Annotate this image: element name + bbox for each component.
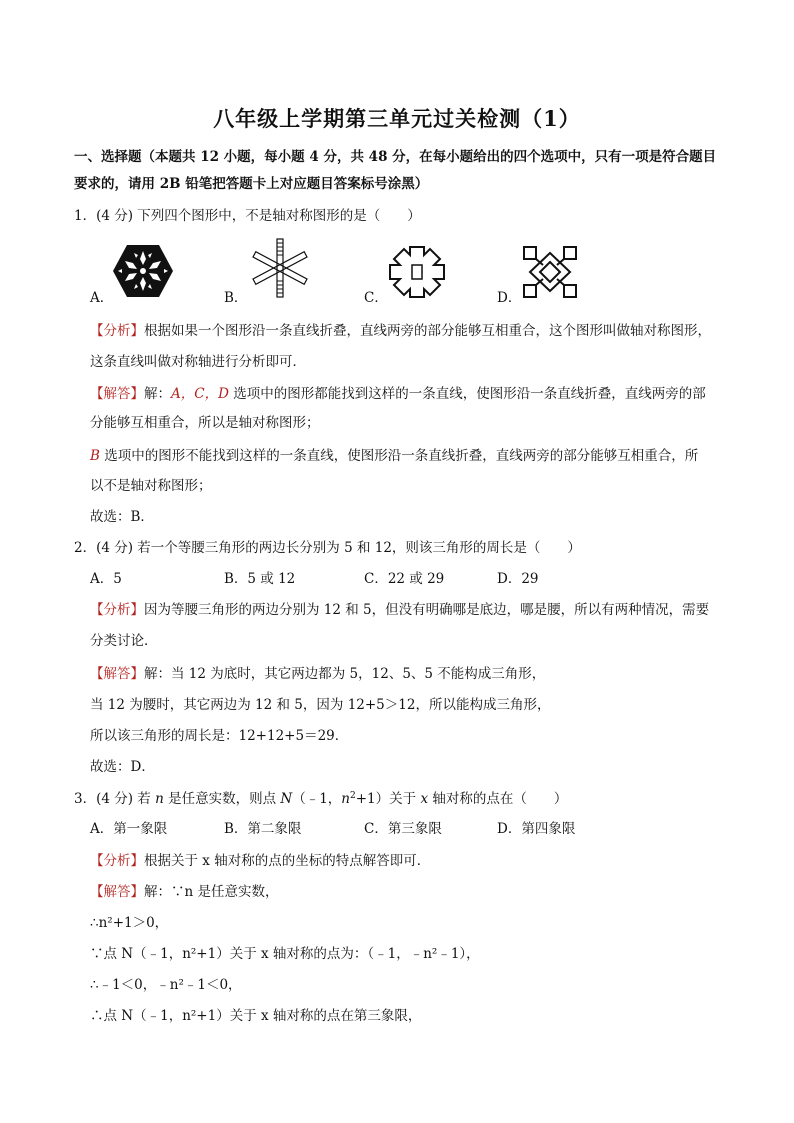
q2-option-c[interactable]: C．22 或 29: [364, 571, 445, 587]
section-instruction-line-1: 一、选择题（本题共 12 小题，每小题 4 分，共 48 分，在每小题给出的四个选项中，只有一项是符合题目: [74, 149, 717, 165]
q1-answer-line-3: B 选项中的图形不能找到这样的一条直线，使图形沿一条直线折叠，直线两旁的部分能够互相重合，所: [90, 448, 699, 464]
section-instruction-line-2: 要求的，请用 2B 铅笔把答题卡上对应题目答案标号涂黑）: [74, 176, 429, 192]
q2-analysis-line-1: 【分析】因为等腰三角形的两边分别为 12 和 5，但没有明确哪是底边，哪是腰，所以有两种情况，需要: [90, 602, 710, 618]
answer-tag: 【解答】: [90, 386, 144, 402]
analysis-tag: 【分析】: [90, 602, 144, 618]
q1-analysis-line-2: 这条直线叫做对称轴进行分析即可．: [90, 354, 306, 370]
q2-option-b[interactable]: B．5 或 12: [224, 571, 296, 587]
q3-answer-line-1: 【解答】解：∵n 是任意实数，: [90, 884, 279, 900]
q1-analysis-line-1: 【分析】根据如果一个图形沿一条直线折叠，直线两旁的部分能够互相重合，这个图形叫做轴对称图形，: [90, 323, 711, 339]
q3-option-b[interactable]: B．第二象限: [224, 821, 302, 837]
q1-option-d[interactable]: D．: [497, 290, 522, 306]
q2-answer-line-1: 【解答】解：当 12 为底时，其它两边都为 5，12、5、5 不能构成三角形，: [90, 666, 546, 682]
q3-analysis-line-1: 【分析】根据关于 x 轴对称的点的坐标的特点解答即可．: [90, 853, 431, 869]
q1-choice: 故选：B．: [90, 509, 154, 525]
answer-tag: 【解答】: [90, 884, 144, 900]
q3-answer-line-4: ∴﹣1＜0，﹣n²﹣1＜0，: [90, 977, 242, 993]
q3-answer-line-2: ∴n²+1＞0，: [90, 915, 169, 931]
ladder-star-icon: [250, 237, 310, 299]
snowflake-hexagon-icon: [112, 243, 174, 299]
diamond-knot-icon: [522, 245, 578, 299]
cross-puzzle-icon: [388, 245, 446, 299]
answer-tag: 【解答】: [90, 666, 144, 682]
analysis-tag: 【分析】: [90, 323, 144, 339]
q2-answer-line-2: 当 12 为腰时，其它两边为 12 和 5，因为 12+5＞12，所以能构成三角形，: [90, 697, 551, 713]
q2-stem: 2．(4 分) 若一个等腰三角形的两边长分别为 5 和 12，则该三角形的周长是（ ）: [74, 540, 581, 556]
q1-option-a[interactable]: A．: [90, 290, 114, 306]
q2-analysis-line-2: 分类讨论．: [90, 633, 158, 649]
page-title: 八年级上学期第三单元过关检测（1）: [213, 106, 581, 131]
q1-answer-line-4: 以不是轴对称图形；: [90, 478, 212, 494]
q3-option-d[interactable]: D．第四象限: [497, 821, 576, 837]
q1-answer-line-1: 【解答】解：A，C，D 选项中的图形都能找到这样的一条直线，使图形沿一条直线折叠，直线两旁的部: [90, 386, 706, 402]
q3-stem: 3．(4 分) 若 n 是任意实数，则点 N（﹣1，$n^2+1$）关于 x 轴对称的点在（ ）: [74, 791, 568, 807]
q1-stem: 1．(4 分) 下列四个图形中，不是轴对称图形的是（ ）: [74, 208, 421, 224]
q3-option-a[interactable]: A．第一象限: [90, 821, 168, 837]
q1-option-c[interactable]: C．: [364, 290, 388, 306]
q2-answer-line-3: 所以该三角形的周长是：12+12+5＝29．: [90, 728, 349, 744]
q1-option-b[interactable]: B．: [224, 290, 248, 306]
q2-choice: 故选：D．: [90, 759, 155, 775]
q1-answer-line-2: 分能够互相重合，所以是轴对称图形；: [90, 415, 320, 431]
q3-answer-line-3: ∵点 N（﹣1，n²+1）关于 x 轴对称的点为：（﹣1，﹣n²﹣1），: [90, 946, 480, 962]
q2-option-d[interactable]: D．29: [497, 571, 539, 587]
analysis-tag: 【分析】: [90, 853, 144, 869]
q2-option-a[interactable]: A．5: [90, 571, 122, 587]
q3-answer-line-5: ∴点 N（﹣1，n²+1）关于 x 轴对称的点在第三象限，: [90, 1008, 422, 1024]
q3-option-c[interactable]: C．第三象限: [364, 821, 442, 837]
